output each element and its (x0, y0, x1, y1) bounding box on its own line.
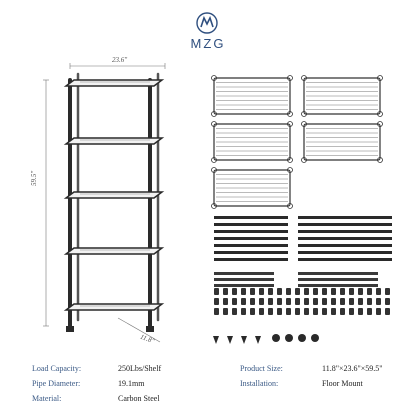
shelf-clip (322, 288, 327, 295)
shelf-clip (358, 298, 363, 305)
shelf-clip (385, 298, 390, 305)
rack-shelves (66, 80, 162, 310)
shelf-4 (66, 248, 162, 254)
shelf-clip (376, 308, 381, 315)
material-value: Carbon Steel (118, 394, 160, 403)
shelf-1 (66, 80, 162, 86)
shelf-clip (223, 288, 228, 295)
pole-segment (298, 216, 392, 219)
shelf-clip (349, 308, 354, 315)
shelf-clip (214, 298, 219, 305)
wire-shelf-panels (212, 76, 383, 209)
shelf-clip (367, 308, 372, 315)
wire-shelf-panel (212, 168, 293, 209)
material-label: Material: (32, 394, 62, 403)
width-dimension: 23.6" (112, 56, 128, 64)
wire-shelf-panel (302, 122, 383, 163)
pole-segment (298, 244, 392, 247)
shelf-clip (250, 308, 255, 315)
shelf-clip (322, 298, 327, 305)
wire-shelf-panel (212, 76, 293, 117)
shelf-clip (268, 298, 273, 305)
shelf-clip (385, 308, 390, 315)
shelf-clip (358, 288, 363, 295)
shelf-clip (313, 298, 318, 305)
load-capacity-value: 250Lbs/Shelf (118, 364, 162, 373)
shelf-clip (295, 288, 300, 295)
rack-foot (66, 326, 74, 332)
shelf-clip (349, 298, 354, 305)
shelf-clip (367, 288, 372, 295)
height-dimension: 59.5" (30, 170, 38, 186)
shelf-clip (223, 298, 228, 305)
shelf-clip (304, 298, 309, 305)
pole-segment (214, 237, 288, 240)
pole-segment (214, 244, 288, 247)
pole-segment (214, 216, 288, 219)
shelf-clip (250, 288, 255, 295)
shelf-clip (331, 298, 336, 305)
shelf-clip (286, 288, 291, 295)
pole-segment (214, 230, 288, 233)
pole-segment-short (298, 284, 378, 287)
brand-name: MZG (190, 36, 226, 51)
pole-segment-short (298, 278, 378, 281)
shelf-clip (340, 308, 345, 315)
shelf-clip (340, 288, 345, 295)
load-capacity-label: Load Capacity: (32, 364, 82, 373)
shelf-clip (340, 298, 345, 305)
installation-label: Installation: (240, 379, 279, 388)
pole-segment (214, 223, 288, 226)
pole-segment-short (298, 272, 378, 275)
shelf-clip (295, 308, 300, 315)
rack-foot (146, 326, 154, 332)
shelf-clip (331, 308, 336, 315)
pole-segment (214, 258, 288, 261)
shelf-clip (232, 298, 237, 305)
shelf-wire-pattern (80, 82, 150, 306)
pipe-diameter-label: Pipe Diameter: (32, 379, 81, 388)
pole-segments (214, 216, 392, 287)
shelf-clip (349, 288, 354, 295)
pipe-diameter-value: 19.1mm (118, 379, 145, 388)
wire-shelf-panel (302, 76, 383, 117)
shelf-clip (313, 288, 318, 295)
shelf-2 (66, 138, 162, 144)
product-size-label: Product Size: (240, 364, 283, 373)
dimension-lines (43, 63, 165, 342)
shelf-clip (268, 308, 273, 315)
shelf-clip (259, 298, 264, 305)
product-size-value: 11.8"×23.6"×59.5" (322, 364, 383, 373)
shelf-clip (385, 288, 390, 295)
shelf-clip (277, 298, 282, 305)
shelf-clip (232, 308, 237, 315)
shelf-3 (66, 192, 162, 198)
pole-segment-short (214, 284, 274, 287)
shelf-clip (304, 308, 309, 315)
shelf-clip (376, 298, 381, 305)
shelf-clip (259, 288, 264, 295)
pole-segment-short (214, 272, 274, 275)
shelf-clip (214, 288, 219, 295)
shelf-clips (214, 288, 390, 315)
pole-segment (298, 237, 392, 240)
shelf-clip (367, 298, 372, 305)
pole-segment (298, 258, 392, 261)
shelf-clip (277, 308, 282, 315)
shelf-clip (232, 288, 237, 295)
shelf-clip (358, 308, 363, 315)
shelf-clip (286, 308, 291, 315)
installation-value: Floor Mount (322, 379, 363, 388)
pole-segment-short (214, 278, 274, 281)
shelf-clip (268, 288, 273, 295)
shelf-clip (223, 308, 228, 315)
pole-segment (298, 230, 392, 233)
leveling-feet (213, 334, 319, 344)
depth-dimension: 11.8" (139, 332, 156, 346)
shelf-clip (277, 288, 282, 295)
shelf-clip (304, 288, 309, 295)
spec-table (0, 358, 416, 416)
shelf-clip (250, 298, 255, 305)
shelf-clip (331, 288, 336, 295)
shelf-5 (66, 304, 162, 310)
shelf-clip (259, 308, 264, 315)
shelf-clip (286, 298, 291, 305)
shelf-clip (376, 288, 381, 295)
shelf-clip (241, 308, 246, 315)
wire-shelf-panel (212, 122, 293, 163)
pole-segment (298, 251, 392, 254)
shelf-clip (295, 298, 300, 305)
shelf-clip (313, 308, 318, 315)
shelf-clip (241, 298, 246, 305)
pole-segment (214, 251, 288, 254)
shelf-clip (241, 288, 246, 295)
pole-segment (298, 223, 392, 226)
shelf-clip (322, 308, 327, 315)
shelving-rack (66, 74, 162, 332)
shelf-clip (214, 308, 219, 315)
